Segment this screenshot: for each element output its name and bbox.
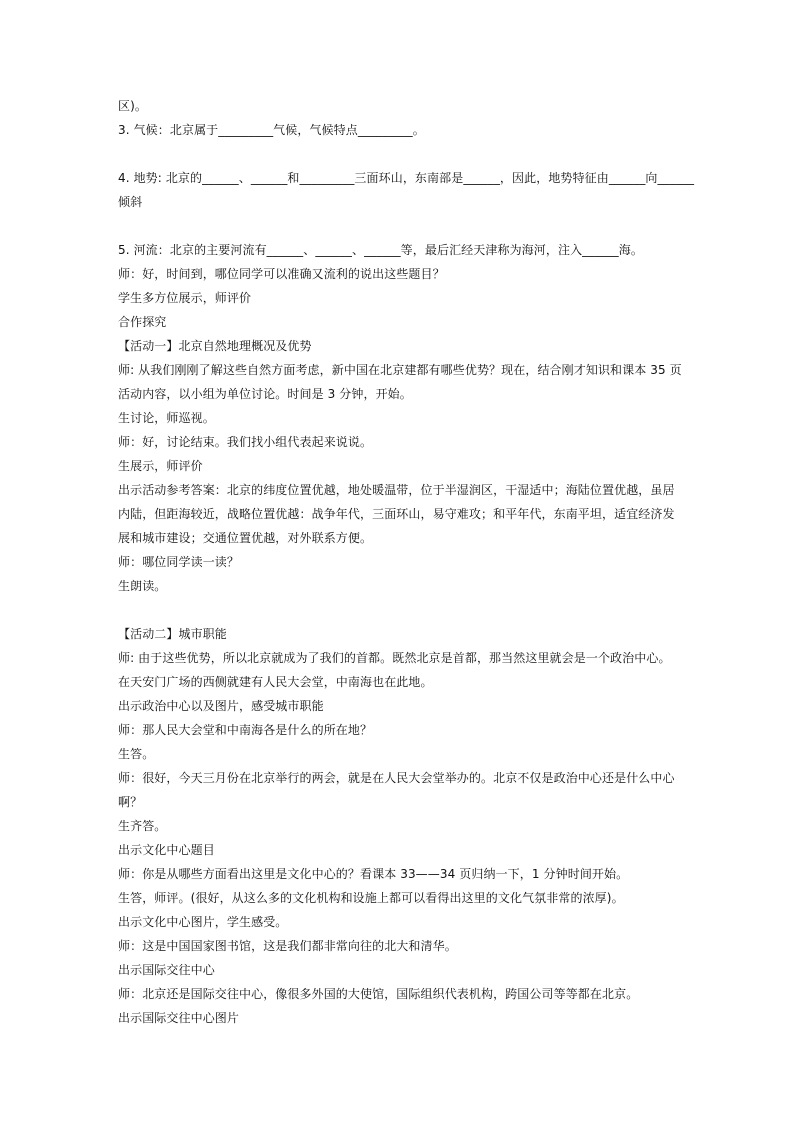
text-line: 出示活动参考答案：北京的纬度位置优越，地处暖温带，位于半湿润区，干湿适中；海陆位置优越，虽居 — [118, 483, 675, 497]
text-line: 出示文化中心图片，学生感受。 — [118, 915, 288, 929]
blank-line — [118, 142, 688, 166]
text-line: 啊？ — [118, 795, 143, 809]
blank-line — [118, 214, 688, 238]
text-line: 生朗读。 — [118, 579, 167, 593]
text-line: 生答。 — [118, 747, 155, 761]
text-line: 师：好，时间到，哪位同学可以准确又流利的说出这些题目？ — [118, 267, 445, 281]
section-heading: 合作探究 — [118, 315, 167, 329]
text-line: 活动内容，以小组为单位讨论。时间是 3 分钟，开始。 — [118, 387, 412, 401]
text-line: 师: 由于这些优势，所以北京就成为了我们的首都。既然北京是首都，那当然这里就会是一个政治中心。 — [118, 651, 671, 665]
activity-heading: 【活动一】北京自然地理概况及优势 — [118, 339, 312, 353]
text-line: 出示文化中心题目 — [118, 843, 215, 857]
text-line: 出示国际交往中心 — [118, 963, 215, 977]
text-line: 生讨论，师巡视。 — [118, 411, 215, 425]
text-line: 师：你是从哪些方面看出这里是文化中心的？看课本 33——34 页归纳一下，1 分钟时间开始。 — [118, 867, 629, 881]
text-line: 师：很好，今天三月份在北京举行的两会，就是在人民大会堂举办的。北京不仅是政治中心还是什么中心 — [118, 771, 675, 785]
text-line: 师：好，讨论结束。我们找小组代表起来说说。 — [118, 435, 373, 449]
text-line: 师：北京还是国际交往中心，像很多外国的大使馆，国际组织代表机构，跨国公司等等都在北京。 — [118, 987, 639, 1001]
text-line: 师：那人民大会堂和中南海各是什么的所在地？ — [118, 723, 373, 737]
text-line: 出示国际交往中心图片 — [118, 1011, 240, 1025]
blank-line — [118, 598, 688, 622]
text-line: 4. 地势: 北京的______、______和_________三面环山，东南部是______，因此，地势特征由______向______ — [118, 171, 695, 185]
text-line: 3. 气候：北京属于_________气候，气候特点_________。 — [118, 123, 425, 137]
text-line: 区)。 — [118, 99, 147, 113]
text-line: 师: 从我们刚刚了解这些自然方面考虑，新中国在北京建都有哪些优势？现在，结合刚才知识和课本 35 页 — [118, 363, 682, 377]
text-line: 师：哪位同学读一读？ — [118, 555, 240, 569]
text-line: 出示政治中心以及图片，感受城市职能 — [118, 699, 324, 713]
text-line: 展和城市建设；交通位置优越，对外联系方便。 — [118, 531, 373, 545]
text-line: 生齐答。 — [118, 819, 167, 833]
text-line: 生展示，师评价 — [118, 459, 203, 473]
text-line: 生答，师评。(很好，从这么多的文化机构和设施上都可以看得出这里的文化气氛非常的浓厚)。 — [118, 891, 624, 905]
document-page — [118, 94, 695, 1030]
text-line: 5. 河流：北京的主要河流有______、______、______等，最后汇经天津称为海河，注入______海。 — [118, 243, 643, 257]
text-line: 师：这是中国国家图书馆，这是我们都非常向往的北大和清华。 — [118, 939, 457, 953]
text-line: 学生多方位展示，师评价 — [118, 291, 252, 305]
text-line: 倾斜 — [118, 195, 143, 209]
text-line: 在天安门广场的西侧就建有人民大会堂，中南海也在此地。 — [118, 675, 433, 689]
text-line: 内陆，但距海较近，战略位置优越：战争年代，三面环山，易守难攻；和平年代，东南平坦，适宜经济发 — [118, 507, 675, 521]
activity-heading: 【活动二】城市职能 — [118, 627, 227, 641]
